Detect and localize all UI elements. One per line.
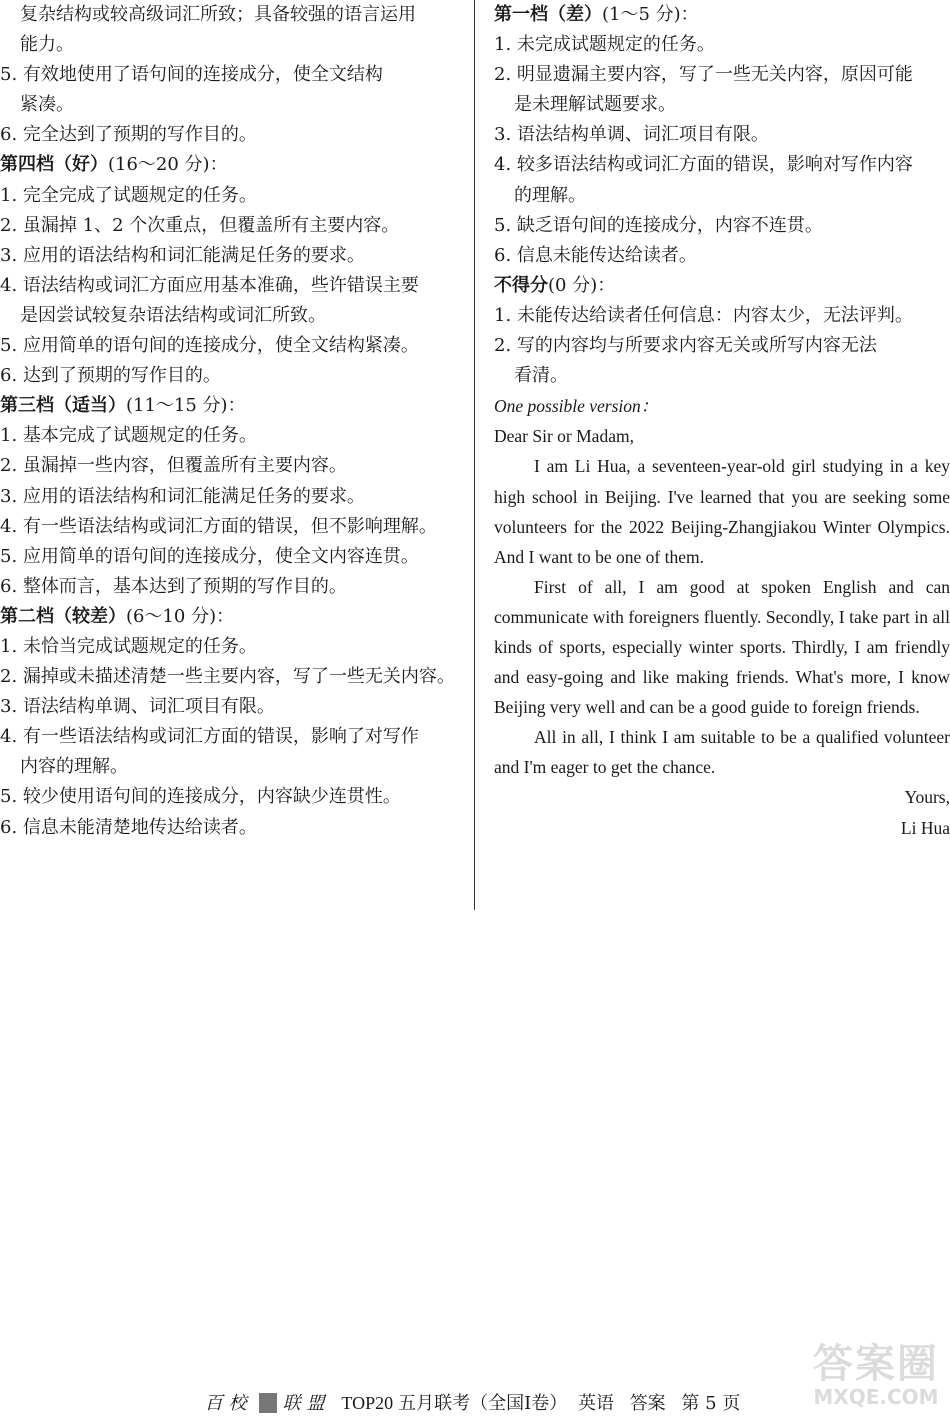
right-column — [494, 0, 950, 843]
grade-band-heading — [494, 0, 950, 30]
grade-band-heading — [494, 271, 950, 301]
criterion-item: 1. 未能传达给读者任何信息：内容太少，无法评判。 — [494, 304, 913, 326]
criterion-item: 1. 未恰当完成试题规定的任务。 — [0, 635, 257, 657]
criterion-item: 6. 整体而言，基本达到了预期的写作目的。 — [0, 575, 347, 597]
criterion-item: 3. 应用的语法结构和词汇能满足任务的要求。 — [0, 485, 365, 507]
criterion-item: 4. 有一些语法结构或词汇方面的错误，但不影响理解。 — [0, 515, 437, 537]
grade-band-title: 不得分 — [494, 274, 548, 296]
grade-band-range: (1～5 分)： — [602, 4, 699, 25]
watermark-chars: 答案圈 — [813, 1340, 939, 1387]
criterion-continuation: 的理解。 — [514, 184, 586, 206]
left-column — [0, 0, 462, 843]
criterion-item: 2. 虽漏掉 1、2 个次重点，但覆盖所有主要内容。 — [0, 214, 400, 236]
criterion-item: 1. 完全完成了试题规定的任务。 — [0, 184, 257, 206]
criterion-item: 1. 基本完成了试题规定的任务。 — [0, 425, 257, 447]
criterion-item: 2. 明显遗漏主要内容，写了一些无关内容，原因可能 — [494, 64, 913, 86]
footer-brand-text: 百校 — [204, 1393, 253, 1414]
criterion-continuation: 复杂结构或较高级词汇所致；具备较强的语言运用 — [20, 4, 416, 25]
watermark-url: MXQE.COM — [813, 1385, 939, 1409]
grade-band-title: 第一档（差） — [494, 4, 602, 25]
criterion-continuation: 内容的理解。 — [20, 756, 128, 778]
criterion-continuation: 紧凑。 — [20, 94, 74, 116]
criterion-item: 2. 写的内容均与所要求内容无关或所写内容无法 — [494, 335, 877, 357]
criterion-continuation: 是未理解试题要求。 — [514, 94, 676, 116]
criterion-item: 3. 语法结构单调、词汇项目有限。 — [494, 124, 769, 146]
watermark-logo — [806, 1342, 946, 1412]
column-divider — [474, 0, 475, 910]
criterion-item: 4. 有一些语法结构或词汇方面的错误，影响了对写作 — [0, 726, 419, 748]
footer-page-number: 第 5 页 — [681, 1393, 741, 1414]
grade-band-heading — [0, 602, 462, 632]
grade-band-title: 第二档（较差） — [0, 605, 126, 627]
criterion-continuation: 看清。 — [514, 365, 568, 387]
criterion-item: 3. 语法结构单调、词汇项目有限。 — [0, 696, 275, 718]
grade-band-title: 第四档（好） — [0, 154, 108, 176]
criterion-item: 5. 有效地使用了语句间的连接成分，使全文结构 — [0, 64, 383, 86]
criterion-item: 5. 应用简单的语句间的连接成分，使全文结构紧凑。 — [0, 335, 419, 357]
grade-band-range: (0 分)： — [548, 274, 616, 296]
criterion-item: 5. 应用简单的语句间的连接成分，使全文内容连贯。 — [0, 545, 419, 567]
criterion-item: 4. 较多语法结构或词汇方面的错误，影响对写作内容 — [494, 154, 913, 176]
criterion-item: 6. 完全达到了预期的写作目的。 — [0, 124, 257, 146]
essay-signature: Li Hua — [900, 817, 950, 838]
criterion-item: 5. 缺乏语句间的连接成分，内容不连贯。 — [494, 214, 823, 236]
essay-label: One possible version： — [494, 396, 659, 417]
criterion-continuation: 是因尝试较复杂语法结构或词汇所致。 — [20, 304, 326, 326]
brand-logo-icon — [259, 1393, 277, 1413]
essay-closing: Yours, — [904, 787, 950, 808]
criterion-item: 1. 未完成试题规定的任务。 — [494, 34, 715, 56]
footer-exam: 五月联考（全国Ⅰ卷） — [398, 1393, 568, 1414]
criterion-item: 4. 语法结构或词汇方面应用基本准确，些许错误主要 — [0, 274, 419, 296]
sample-essay — [494, 391, 950, 842]
essay-salutation: Dear Sir or Madam, — [494, 426, 634, 447]
right-rubric-list — [494, 0, 950, 391]
grade-band-range: (11～15 分)： — [126, 395, 246, 417]
footer-doc-type: 答案 — [629, 1393, 666, 1414]
criterion-item: 3. 应用的语法结构和词汇能满足任务的要求。 — [0, 244, 365, 266]
essay-paragraph-2: First of all, I am good at spoken English and can communicate with foreigners fluently. Secondly, I take part in all kinds of sports, especially winter sports. Thirdly, I am friendly and easy-going and like making friends. What's more, I know Beijing very well and can be a good guide to foreign friends. — [494, 576, 950, 718]
criterion-item: 6. 信息未能清楚地传达给读者。 — [0, 816, 257, 838]
criterion-item: 6. 信息未能传达给读者。 — [494, 244, 697, 266]
criterion-item: 2. 虽漏掉一些内容，但覆盖所有主要内容。 — [0, 455, 347, 477]
essay-paragraph-3: All in all, I think I am suitable to be a qualified volunteer and I'm eager to get the chance. — [494, 727, 950, 778]
criterion-item: 5. 较少使用语句间的连接成分，内容缺少连贯性。 — [0, 786, 401, 808]
essay-paragraph-1: I am Li Hua, a seventeen-year-old girl studying in a key high school in Beijing. I've learned that you are seeking some volunteers for the 2022 Beijing-Zhangjiakou Winter Olympics. And I want to be one of them. — [494, 456, 950, 567]
grade-band-range: (16～20 分)： — [108, 154, 228, 176]
grade-band-heading — [0, 391, 462, 421]
footer-brand — [205, 1393, 331, 1414]
grade-band-heading — [0, 150, 462, 180]
grade-band-title: 第三档（适当） — [0, 395, 126, 417]
criterion-continuation: 能力。 — [20, 34, 74, 56]
footer-top20: TOP20 — [341, 1393, 394, 1413]
grade-band-range: (6～10 分)： — [126, 605, 235, 627]
footer-subject: 英语 — [577, 1393, 614, 1414]
footer-brand-text: 联盟 — [282, 1393, 331, 1414]
criterion-item: 6. 达到了预期的写作目的。 — [0, 365, 221, 387]
criterion-item: 2. 漏掉或未描述清楚一些主要内容，写了一些无关内容。 — [0, 666, 455, 688]
